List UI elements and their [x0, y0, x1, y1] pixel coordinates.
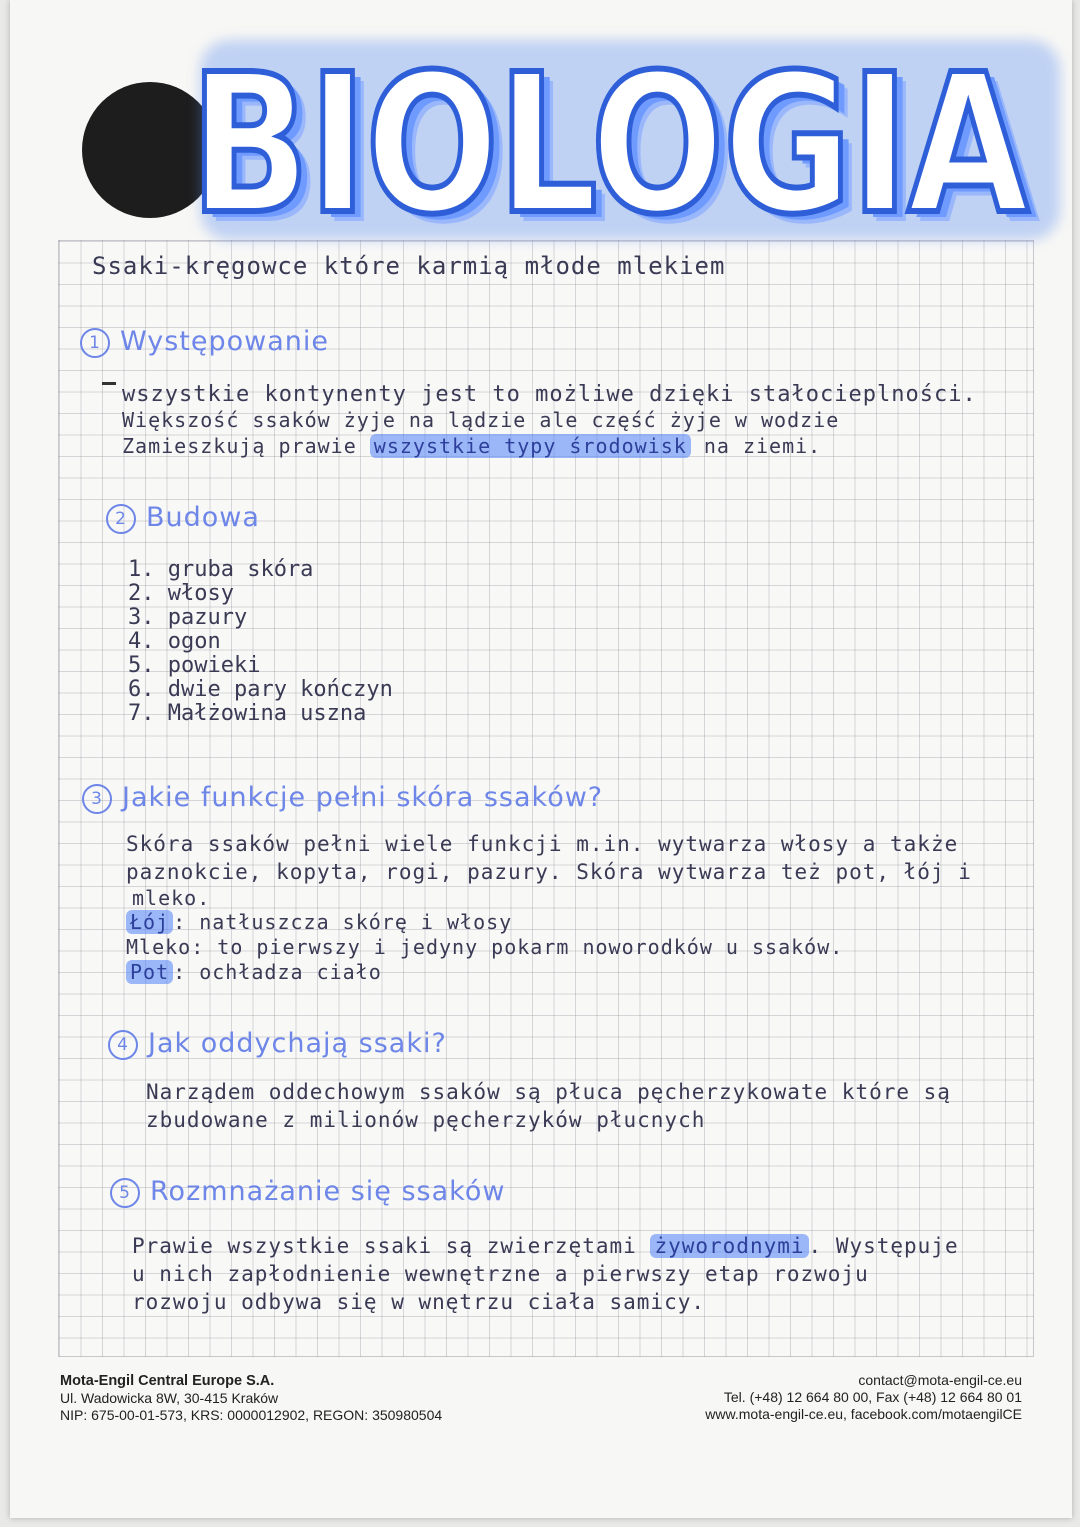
section-4-line-1: Narządem oddechowym ssaków są płuca pęcherzykowate które są: [146, 1080, 951, 1104]
section-3-def-3: [126, 960, 382, 984]
title-block: [190, 20, 1070, 257]
section-4-title: Jak oddychają ssaki?: [148, 1028, 447, 1059]
footer-web: www.mota-engil-ce.eu, facebook.com/motaengilCE: [705, 1406, 1022, 1422]
list-item: 5. powieki: [128, 653, 261, 678]
list-item: 6. dwie pary kończyn: [128, 677, 393, 702]
footer-address: Ul. Wadowicka 8W, 30-415 Kraków: [60, 1390, 279, 1406]
notebook-page: [10, 0, 1072, 1518]
section-5-line-1a: Prawie wszystkie ssaki są zwierzętami: [132, 1234, 637, 1258]
section-4-line-2: zbudowane z milionów pęcherzyków płucnych: [146, 1108, 706, 1132]
section-3-number: 3: [82, 784, 112, 814]
section-3-line-2: paznokcie, kopyta, rogi, pazury. Skóra wytwarza też pot, łój i: [126, 860, 972, 884]
section-3-def-2: [126, 935, 843, 959]
intro-line: Ssaki-kręgowce które karmią młode mlekiem: [92, 252, 726, 280]
footer-company: Mota-Engil Central Europe S.A.: [60, 1373, 275, 1389]
section-1-line-3a: Zamieszkują prawie: [122, 434, 357, 458]
section-5-highlight: żyworodnymi: [650, 1234, 808, 1258]
def-term: Pot: [126, 960, 173, 984]
def-text: : ochładza ciało: [173, 960, 382, 984]
section-1-line-2: Większość ssaków żyje na lądzie ale część żyje w wodzie: [122, 408, 840, 432]
section-2-number: 2: [106, 504, 136, 534]
dash-bullet: [102, 382, 116, 385]
list-item: 4. ogon: [128, 629, 221, 654]
footer-phone: Tel. (+48) 12 664 80 00, Fax (+48) 12 664 80 01: [723, 1389, 1022, 1405]
section-1-heading: [80, 326, 329, 358]
section-3-line-3: mleko.: [132, 886, 211, 910]
list-item: 2. włosy: [128, 581, 234, 606]
section-3-heading: [82, 782, 603, 814]
def-text: : natłuszcza skórę i włosy: [173, 910, 513, 934]
footer-ids: NIP: 675-00-01-573, KRS: 0000012902, REGON: 350980504: [60, 1407, 443, 1423]
section-1-line-3: [122, 434, 821, 458]
section-5-line-1b: . Występuje: [808, 1234, 959, 1258]
list-item: 1. gruba skóra: [128, 557, 314, 582]
section-5-heading: [110, 1176, 505, 1208]
section-5-line-1: [132, 1234, 959, 1258]
footer-right: [705, 1372, 1022, 1423]
structure-list: [128, 558, 393, 726]
section-5-title: Rozmnażanie się ssaków: [150, 1176, 506, 1207]
section-4-number: 4: [108, 1030, 138, 1060]
section-1-highlight: wszystkie typy środowisk: [370, 434, 691, 458]
def-term: Łój: [126, 910, 173, 934]
section-5-line-3: rozwoju odbywa się w wnętrzu ciała samicy.: [132, 1290, 706, 1314]
section-1-number: 1: [80, 328, 110, 358]
section-3-line-1: Skóra ssaków pełni wiele funkcji m.in. wytwarza włosy a także: [126, 832, 959, 856]
section-1-title: Występowanie: [120, 326, 329, 357]
list-item: 7. Małżowina uszna: [128, 701, 367, 726]
page-title: BIOLOGIA: [190, 34, 1028, 257]
def-text: : to pierwszy i jedyny pokarm noworodków u ssaków.: [191, 935, 844, 959]
section-3-def-1: [126, 910, 512, 934]
section-4-heading: [108, 1028, 447, 1060]
footer-left: [60, 1372, 442, 1424]
list-item: 3. pazury: [128, 605, 248, 630]
section-5-number: 5: [110, 1178, 140, 1208]
section-2-title: Budowa: [146, 502, 260, 533]
section-3-title: Jakie funkcje pełni skóra ssaków?: [122, 782, 604, 813]
section-5-line-2: u nich zapłodnienie wewnętrzne a pierwszy etap rozwoju: [132, 1262, 869, 1286]
section-2-heading: [106, 502, 260, 534]
def-term: Mleko: [126, 935, 192, 959]
section-1-line-1: wszystkie kontynenty jest to możliwe dzięki stałocieplności.: [122, 382, 977, 407]
section-1-line-3b: na ziemi.: [703, 434, 822, 458]
footer-email: contact@mota-engil-ce.eu: [858, 1372, 1022, 1388]
